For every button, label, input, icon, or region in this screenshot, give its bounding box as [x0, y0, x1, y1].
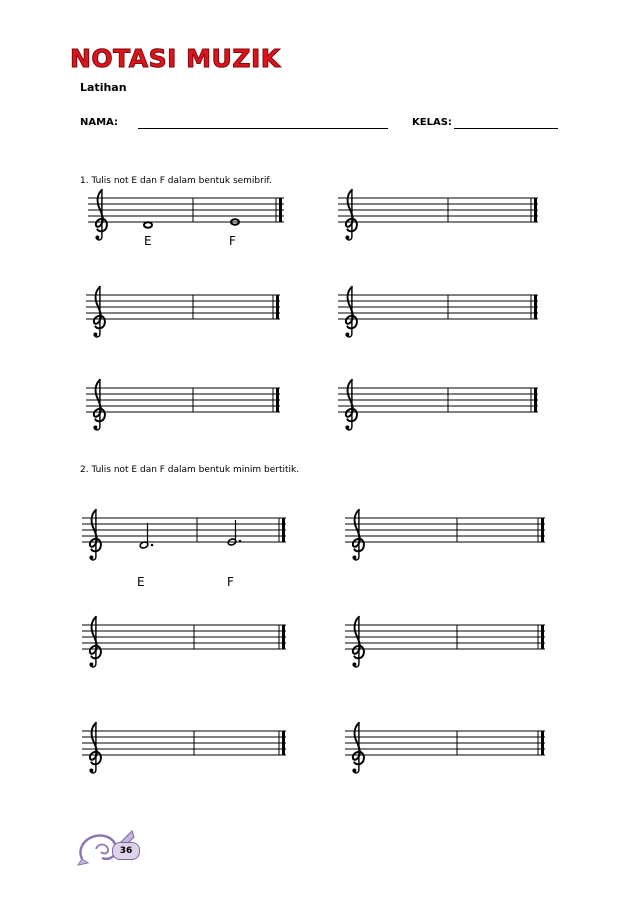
nama-field[interactable]: [138, 117, 388, 129]
page-title: NOTASI MUZIK: [70, 44, 281, 73]
kelas-label: KELAS:: [412, 117, 452, 128]
nama-label: NAMA:: [80, 117, 118, 128]
staff-q1-answer-5[interactable]: [338, 375, 544, 435]
staff-q1-answer-4[interactable]: [86, 375, 286, 435]
question-2: 2. Tulis not E dan F dalam bentuk minim bertitik.: [80, 465, 300, 475]
example-label-f: F: [229, 234, 236, 248]
question-1: 1. Tulis not E dan F dalam bentuk semibrif.: [80, 176, 272, 186]
staff-q2-example: [82, 505, 292, 565]
staff-q2-answer-5[interactable]: [345, 718, 551, 778]
kelas-field[interactable]: [454, 117, 558, 129]
page-number: 36: [112, 842, 140, 860]
staff-q1-answer-3[interactable]: [338, 282, 544, 342]
subtitle: Latihan: [80, 81, 127, 94]
staff-q2-answer-2[interactable]: [82, 612, 292, 672]
staff-q2-answer-3[interactable]: [345, 612, 551, 672]
staff-q1-answer-2[interactable]: [86, 282, 286, 342]
example-label-e-2: E: [137, 575, 145, 589]
staff-q1-answer-1[interactable]: [338, 185, 544, 245]
example-label-e: E: [144, 234, 152, 248]
staff-q2-answer-4[interactable]: [82, 718, 292, 778]
staff-q1-example: [88, 185, 288, 245]
staff-q2-answer-1[interactable]: [345, 505, 551, 565]
example-label-f-2: F: [227, 575, 234, 589]
semibreve-e: [144, 222, 152, 228]
